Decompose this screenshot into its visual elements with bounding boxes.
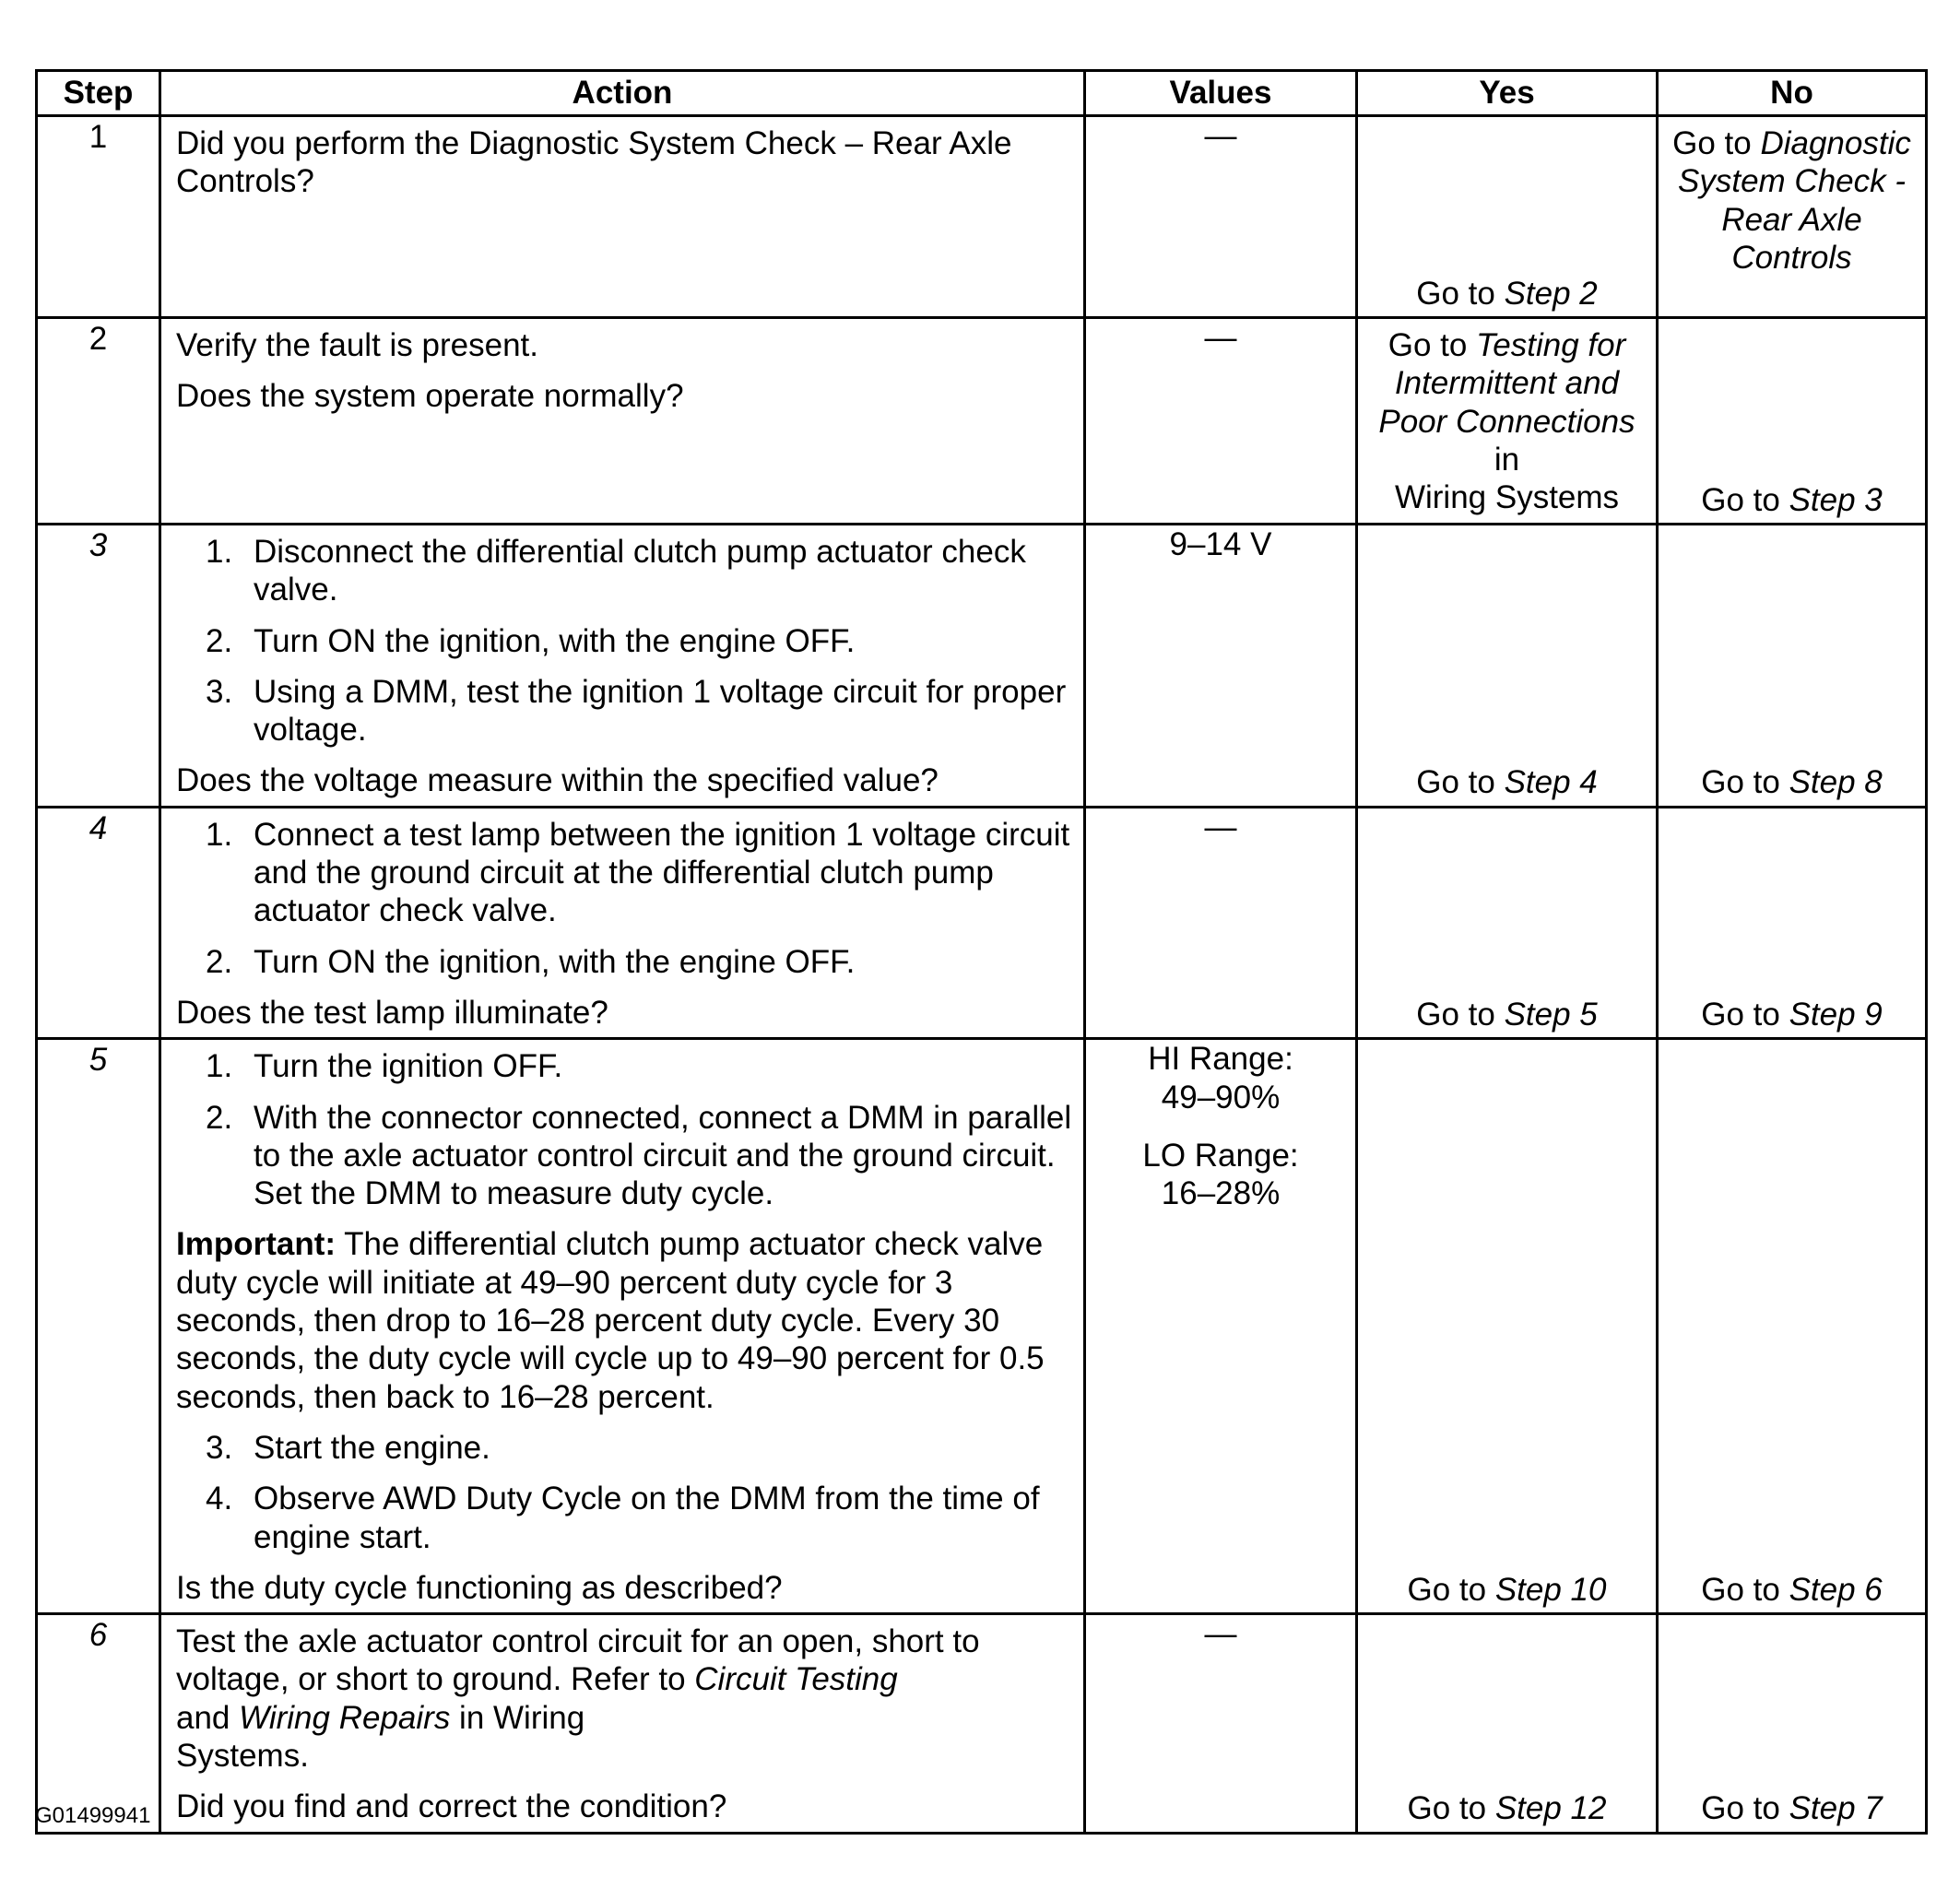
no-cell <box>1658 318 1927 525</box>
action-list-item <box>176 533 1072 609</box>
list-number: 2. <box>206 1099 233 1136</box>
list-number: 1. <box>206 816 233 853</box>
table-row <box>37 807 1927 1038</box>
yes-cell <box>1357 116 1658 318</box>
list-item-text: Turn ON the ignition, with the engine OFF. <box>254 622 856 659</box>
action-cell <box>160 318 1085 525</box>
yes-reference-link[interactable]: Testing for Intermittent and Poor Connections <box>1378 327 1635 440</box>
yes-prefix: Go to <box>1407 1790 1495 1827</box>
values-cell: — <box>1085 1614 1357 1833</box>
yes-prefix: Go to <box>1416 275 1505 312</box>
no-cell <box>1658 1039 1927 1614</box>
action-question: Is the duty cycle functioning as described? <box>176 1569 783 1606</box>
no-prefix: Go to <box>1701 1571 1789 1608</box>
wiring-repairs-link[interactable]: Wiring Repairs <box>239 1699 451 1736</box>
action-list <box>176 1047 1072 1212</box>
yes-step-link[interactable]: Step 10 <box>1494 1571 1607 1608</box>
header-yes: Yes <box>1357 71 1658 116</box>
no-cell <box>1658 807 1927 1038</box>
no-prefix: Go to <box>1701 764 1789 801</box>
list-number: 1. <box>206 534 233 570</box>
no-prefix: Go to <box>1701 1790 1789 1827</box>
no-step-link[interactable]: Step 6 <box>1789 1571 1883 1608</box>
header-step: Step <box>37 71 160 116</box>
yes-cell <box>1357 807 1658 1038</box>
list-number: 2. <box>206 943 233 980</box>
action-cell <box>160 116 1085 318</box>
list-item-text: Start the engine. <box>254 1429 490 1466</box>
action-question: Did you find and correct the condition? <box>176 1788 727 1825</box>
diagnostic-table <box>35 69 1928 1835</box>
action-instruction: Verify the fault is present. <box>176 327 538 363</box>
no-prefix: Go to <box>1672 125 1761 161</box>
action-list <box>176 816 1072 981</box>
action-question: Does the test lamp illuminate? <box>176 994 608 1031</box>
hi-range-label: HI Range: <box>1148 1041 1293 1078</box>
step-number: 4 <box>37 807 160 1038</box>
header-action: Action <box>160 71 1085 116</box>
figure-code: G01499941 <box>35 1803 151 1828</box>
action-instruction <box>176 1622 1072 1775</box>
no-reference-link[interactable]: Diagnostic System Check - Rear Axle Controls <box>1678 125 1911 276</box>
action-text: in Wiring <box>450 1699 585 1736</box>
list-number: 4. <box>206 1481 233 1517</box>
step-number: 6 <box>37 1614 160 1833</box>
circuit-testing-link[interactable]: Circuit Testing <box>694 1661 898 1698</box>
important-text: The differential clutch pump actuator check valve duty cycle will initiate at 49–90 percent duty cycle for 3 seconds, then drop to 16–28 percent duty cycle. Every 30 seconds, the duty cycle will cycle up to 49–90 percent for 0.5 seconds, then back to 16–28 percent. <box>176 1226 1045 1415</box>
step-number: 1 <box>37 116 160 318</box>
action-list-item <box>176 816 1072 930</box>
list-item-text: With the connector connected, connect a DMM in parallel to the axle actuator control circuit and the ground circuit. Set the DMM to measure duty cycle. <box>254 1099 1072 1212</box>
no-step-link[interactable]: Step 7 <box>1789 1790 1883 1827</box>
action-list <box>176 1429 1072 1556</box>
yes-cell <box>1357 1039 1658 1614</box>
table-row <box>37 1039 1927 1614</box>
values-cell: — <box>1085 318 1357 525</box>
yes-prefix: Go to <box>1416 764 1505 801</box>
no-prefix: Go to <box>1701 481 1789 518</box>
action-text: Test the axle actuator control circuit for an open, short to voltage, or short to ground. Refer to <box>176 1623 980 1698</box>
no-cell <box>1658 1614 1927 1833</box>
no-step-link[interactable]: Step 3 <box>1789 481 1883 518</box>
action-question: Did you perform the Diagnostic System Check – Rear Axle Controls? <box>176 125 1012 200</box>
yes-prefix: Go to <box>1416 996 1505 1032</box>
list-item-text: Connect a test lamp between the ignition 1 voltage circuit and the ground circuit at the differential clutch pump actuator check valve. <box>254 816 1070 929</box>
header-values: Values <box>1085 71 1357 116</box>
list-item-text: Using a DMM, test the ignition 1 voltage circuit for proper voltage. <box>254 673 1067 749</box>
action-question: Does the voltage measure within the specified value? <box>176 762 939 799</box>
list-item-text: Turn ON the ignition, with the engine OFF. <box>254 943 856 980</box>
hi-range-value: 49–90% <box>1161 1079 1281 1115</box>
action-question: Does the system operate normally? <box>176 378 684 415</box>
no-step-link[interactable]: Step 9 <box>1789 996 1883 1032</box>
yes-step-link[interactable]: Step 12 <box>1494 1790 1607 1827</box>
list-number: 2. <box>206 622 233 659</box>
yes-manual-name: Wiring Systems <box>1394 479 1620 516</box>
values-cell <box>1085 1039 1357 1614</box>
important-note <box>176 1225 1072 1415</box>
list-item-text: Turn the ignition OFF. <box>254 1048 563 1085</box>
action-cell <box>160 525 1085 808</box>
yes-step-link[interactable]: Step 5 <box>1504 996 1598 1032</box>
action-cell <box>160 807 1085 1038</box>
yes-step-link[interactable]: Step 4 <box>1504 764 1598 801</box>
table-row <box>37 318 1927 525</box>
step-number: 3 <box>37 525 160 808</box>
yes-prefix: Go to <box>1407 1571 1495 1608</box>
header-no: No <box>1658 71 1927 116</box>
yes-prefix: Go to <box>1387 327 1477 363</box>
table-row <box>37 525 1927 808</box>
no-cell <box>1658 525 1927 808</box>
list-number: 3. <box>206 1429 233 1466</box>
lo-range-label: LO Range: <box>1142 1137 1299 1174</box>
no-prefix: Go to <box>1701 996 1789 1032</box>
list-number: 1. <box>206 1048 233 1085</box>
action-list-item <box>176 1480 1072 1556</box>
action-list-item <box>176 673 1072 749</box>
important-label: Important: <box>176 1226 337 1263</box>
list-item-text: Disconnect the differential clutch pump actuator check valve. <box>254 534 1026 608</box>
values-cell: — <box>1085 116 1357 318</box>
no-cell <box>1658 116 1927 318</box>
values-cell: 9–14 V <box>1085 525 1357 808</box>
yes-in-text: in <box>1494 441 1520 478</box>
action-cell <box>160 1614 1085 1833</box>
action-list-item <box>176 622 1072 660</box>
action-list-item <box>176 1099 1072 1213</box>
table-row <box>37 116 1927 318</box>
values-cell: — <box>1085 807 1357 1038</box>
header-row <box>37 71 1927 116</box>
range-values <box>1090 1040 1352 1212</box>
action-text: Systems. <box>176 1738 309 1775</box>
yes-cell <box>1357 318 1658 525</box>
action-cell <box>160 1039 1085 1614</box>
yes-step-link[interactable]: Step 2 <box>1504 275 1598 312</box>
list-number: 3. <box>206 673 233 710</box>
list-item-text: Observe AWD Duty Cycle on the DMM from the time of engine start. <box>254 1481 1040 1555</box>
step-number: 5 <box>37 1039 160 1614</box>
action-list <box>176 533 1072 749</box>
step-number: 2 <box>37 318 160 525</box>
no-step-link[interactable]: Step 8 <box>1789 764 1883 801</box>
yes-cell <box>1357 1614 1658 1833</box>
action-list-item <box>176 1429 1072 1467</box>
action-list-item <box>176 943 1072 981</box>
yes-cell <box>1357 525 1658 808</box>
action-list-item <box>176 1047 1072 1085</box>
lo-range-value: 16–28% <box>1161 1175 1281 1212</box>
table-row <box>37 1614 1927 1833</box>
action-text: and <box>176 1699 240 1736</box>
